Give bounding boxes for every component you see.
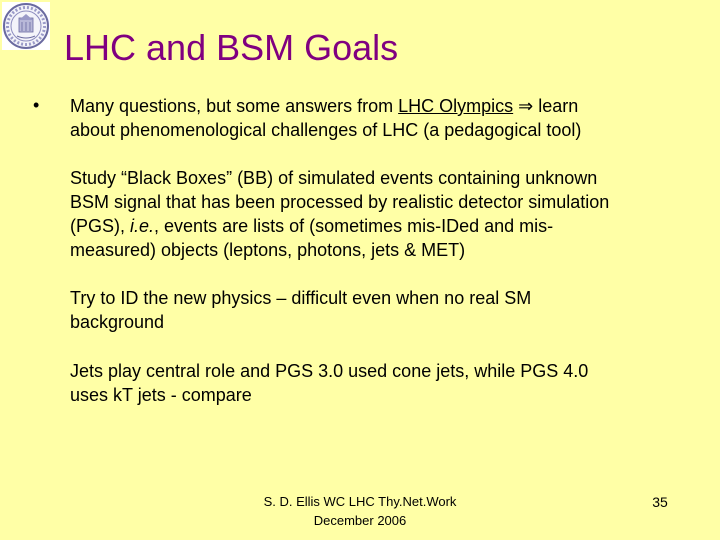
paragraph-2-line-4: measured) objects (leptons, photons, jets & MET) <box>70 240 466 260</box>
paragraph-1-text: Many questions, but some answers from <box>70 96 399 116</box>
paragraph-4-line-1: Jets play central role and PGS 3.0 used cone jets, while PGS 4.0 <box>70 361 589 381</box>
paragraph-2-line-3-end: , events are lists of (sometimes mis-IDed and mis- <box>154 216 554 236</box>
lhc-olympics-link[interactable]: LHC Olympics <box>398 96 514 116</box>
paragraph-2-line-3-start: (PGS), <box>70 216 131 236</box>
university-seal-icon <box>2 2 50 50</box>
bullet-marker: • <box>33 95 40 115</box>
paragraph-1-text-after: learn <box>538 96 579 116</box>
slide-title: LHC and BSM Goals <box>64 27 399 68</box>
implies-arrow: ⇒ <box>513 96 539 116</box>
paragraph-4-line-2: uses kT jets - compare <box>70 385 252 405</box>
paragraph-3-line-2: background <box>70 312 165 332</box>
paragraph-2 <box>70 166 690 262</box>
bullet-paragraph-1 <box>70 94 690 142</box>
paragraph-3-line-1: Try to ID the new physics – difficult even when no real SM <box>70 288 532 308</box>
slide-footer <box>200 492 520 530</box>
paragraph-4 <box>70 359 690 407</box>
footer-author: S. D. Ellis WC LHC Thy.Net.Work <box>263 494 457 509</box>
paragraph-3 <box>70 286 690 334</box>
paragraph-1-line-2: about phenomenological challenges of LHC (a pedagogical tool) <box>70 120 582 140</box>
paragraph-2-line-1: Study “Black Boxes” (BB) of simulated events containing unknown <box>70 168 598 188</box>
footer-date: December 2006 <box>313 513 407 528</box>
paragraph-1-line-1 <box>70 94 690 118</box>
paragraph-2-line-3 <box>70 214 690 238</box>
ie-italic: i.e. <box>130 216 155 236</box>
paragraph-2-line-2: BSM signal that has been processed by realistic detector simulation <box>70 192 610 212</box>
page-number: 35 <box>652 494 668 510</box>
